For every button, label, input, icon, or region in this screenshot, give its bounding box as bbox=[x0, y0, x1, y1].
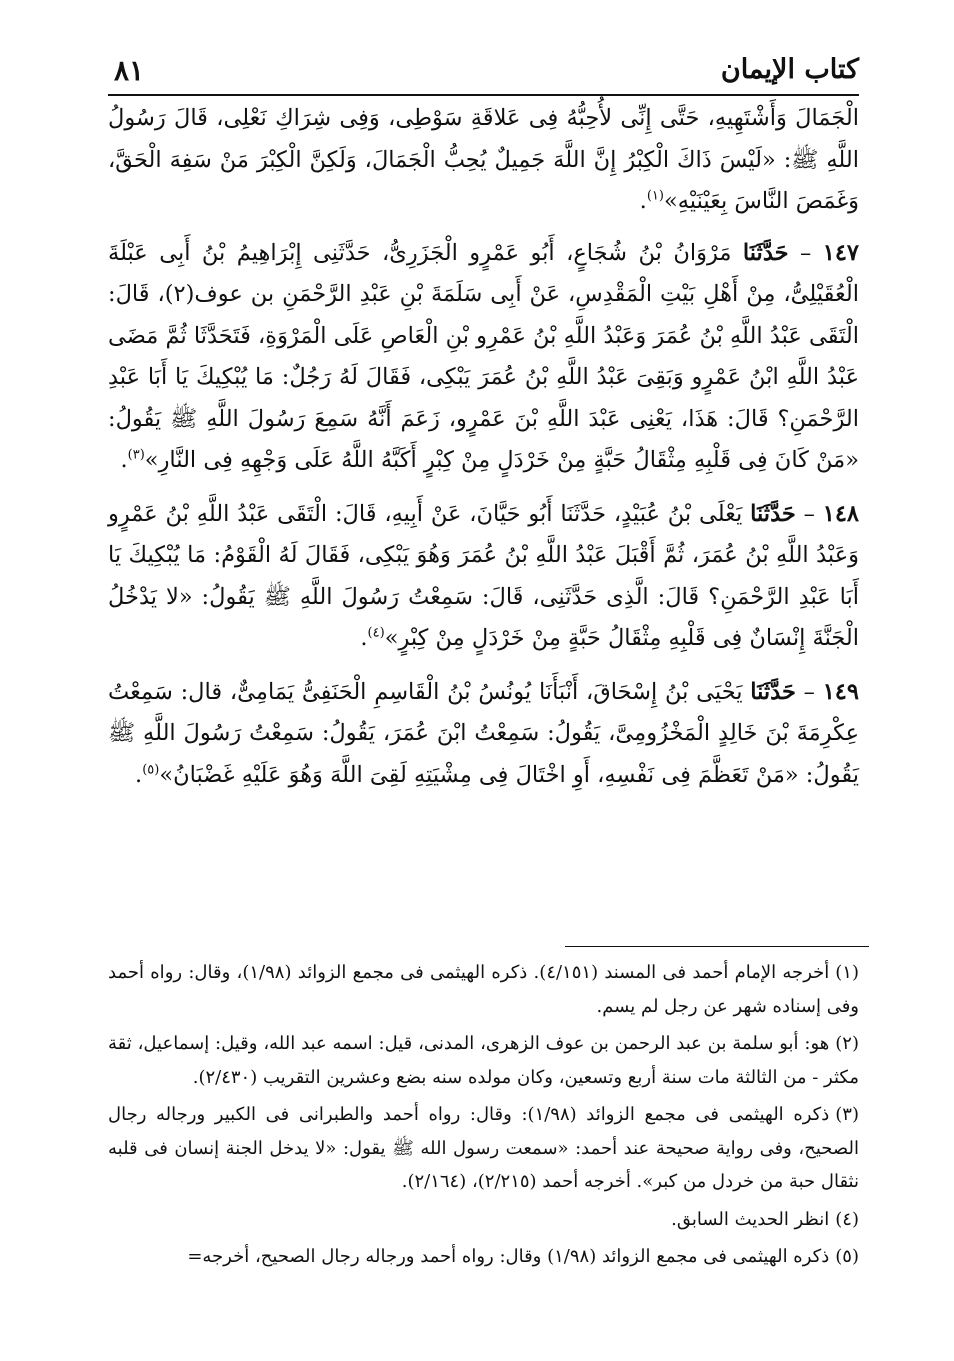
hadith-147: ١٤٧ – حَدَّثَنَا مَرْوَانُ بْنُ شُجَاعٍ، أَبُو عَمْرٍو الْجَزَرِىُّ، حَدَّثَنِى إِبْرَاهِيمُ بْنُ أَبِى عَبْلَةَ الْعُقَيْلِىُّ، مِنْ أَهْلِ بَيْتِ الْمَقْدِسِ، عَنْ أَبِى سَلَمَةَ بْنِ عَبْدِ الرَّحْمَنِ بن عوف(٢)، قَالَ: الْتَقَى عَبْدُ اللَّهِ بْنُ عُمَرَ وَعَبْدُ اللَّهِ بْنُ عَمْرِو بْنِ الْعَاصِ عَلَى الْمَرْوَةِ، فَتَحَدَّثَا ثُمَّ مَضَى عَبْدُ اللَّهِ ابْنُ عَمْرٍو وَبَقِىَ عَبْدُ اللَّهِ بْنُ عُمَرَ يَبْكِى، فَقَالَ لَهُ رَجُلٌ: مَا يُبْكِيكَ يَا أَبَا عَبْدِ الرَّحْمَنِ؟ قَالَ: هَذَا، يَعْنِى عَبْدَ اللَّهِ بْنَ عَمْرٍو، زَعَمَ أَنَّهُ سَمِعَ رَسُولَ اللَّهِ ﷺ يَقُولُ: «مَنْ كَانَ فِى قَلْبِهِ مِثْقَالُ حَبَّةٍ مِنْ خَرْدَلٍ مِنْ كِبْرٍ أَكَبَّهُ اللَّهُ عَلَى وَجْهِهِ فِى النَّارِ»$^{(٣)}$. bbox=[108, 239, 859, 473]
book-title: كتاب الإيمان bbox=[720, 54, 859, 85]
footnotes bbox=[108, 956, 859, 1278]
footnote-ref: (٤) bbox=[367, 625, 385, 641]
continuation-text: الْجَمَالَ وَأَشْتَهِيهِ، حَتَّى إِنِّى لأُحِبُّهُ فِى عَلاقَةِ سَوْطِى، وَفِى شِرَاكِ نَعْلِى، قَالَ رَسُولُ اللَّهِ ﷺ: «لَيْسَ ذَاكَ الْكِبْرُ إِنَّ اللَّهَ جَمِيلٌ يُحِبُّ الْجَمَالَ، وَلَكِنَّ الْكِبْرَ مَنْ سَفِهَ الْحَقَّ، وَغَمَصَ النَّاسَ بِعَيْنَيْهِ» bbox=[108, 105, 859, 214]
hadith-number: ١٤٩ bbox=[822, 678, 859, 705]
page-header bbox=[108, 50, 859, 96]
footnote-5 bbox=[108, 1240, 859, 1274]
footnote-text: انظر الحديث السابق. bbox=[671, 1208, 830, 1230]
footnote-text: ذكره الهيثمى فى مجمع الزوائد (١/٩٨): وقال: رواه أحمد والطبرانى فى الكبير ورجاله رجال الصحيح، وفى رواية صحيحة عند أحمد: «سمعت رسول الله ﷺ يقول: «لا يدخل الجنة إنسان فى قلبه نثقال حبة من خردل من كبر». أخرجه أحمد (٢/٢١٥)، (٢/١٦٤). bbox=[108, 1104, 859, 1192]
footnote-2 bbox=[108, 1027, 859, 1094]
main-text bbox=[108, 98, 859, 808]
footnote-divider bbox=[565, 946, 869, 947]
page-number: ٨١ bbox=[114, 54, 145, 87]
footnote-text: ذكره الهيثمى فى مجمع الزوائد (١/٩٨) وقال: رواه أحمد ورجاله رجال الصحيح، أخرجه= bbox=[187, 1246, 830, 1267]
footnote-3 bbox=[108, 1098, 859, 1199]
footnote-number: (١) bbox=[835, 962, 859, 983]
footnote-number: (٤) bbox=[835, 1208, 859, 1230]
footnote-number: (٢) bbox=[835, 1033, 859, 1054]
hadith-number: ١٤٧ bbox=[822, 239, 859, 266]
hadith-lead: حَدَّثَنَا bbox=[750, 678, 796, 705]
footnote-number: (٣) bbox=[835, 1104, 859, 1125]
footnote-ref: (٥) bbox=[142, 762, 160, 777]
hadith-lead: حَدَّثَنَا bbox=[742, 239, 789, 266]
footnote-4 bbox=[108, 1203, 859, 1237]
hadith-lead: حَدَّثَنَا bbox=[750, 500, 796, 527]
footnote-text: هو: أبو سلمة بن عبد الرحمن بن عوف الزهرى، المدنى، قيل: اسمه عبد الله، وقيل: إسماعيل، ثقة مكثر - من الثالثة مات سنة أربع وتسعين، وكان مولده سنه بضع وعشرين التقريب (٢/٤٣٠). bbox=[108, 1033, 859, 1088]
hadith-text: مَرْوَانُ بْنُ شُجَاعٍ، أَبُو عَمْرٍو الْجَزَرِىُّ، حَدَّثَنِى إِبْرَاهِيمُ بْنُ أَبِى عَبْلَةَ الْعُقَيْلِىُّ، مِنْ أَهْلِ بَيْتِ الْمَقْدِسِ، عَنْ أَبِى سَلَمَةَ بْنِ عَبْدِ الرَّحْمَنِ بن عوف(٢)، قَالَ: الْتَقَى عَبْدُ اللَّهِ بْنُ عُمَرَ وَعَبْدُ اللَّهِ بْنُ عَمْرِو بْنِ الْعَاصِ عَلَى الْمَرْوَةِ، فَتَحَدَّثَا ثُمَّ مَضَى عَبْدُ اللَّهِ ابْنُ عَمْرٍو وَبَقِىَ عَبْدُ اللَّهِ بْنُ عُمَرَ يَبْكِى، فَقَالَ لَهُ رَجُلٌ: مَا يُبْكِيكَ يَا أَبَا عَبْدِ الرَّحْمَنِ؟ قَالَ: هَذَا، يَعْنِى عَبْدَ اللَّهِ بْنَ عَمْرٍو، زَعَمَ أَنَّهُ سَمِعَ رَسُولَ اللَّهِ ﷺ يَقُولُ: «مَنْ كَانَ فِى قَلْبِهِ مِثْقَالُ حَبَّةٍ مِنْ خَرْدَلٍ مِنْ كِبْرٍ أَكَبَّهُ اللَّهُ عَلَى وَجْهِهِ فِى النَّارِ» bbox=[108, 239, 859, 473]
hadith-number: ١٤٨ bbox=[822, 500, 859, 527]
hadith-text: يَحْيَى بْنُ إِسْحَاقَ، أَنْبَأَنَا يُونُسُ بْنُ الْقَاسِمِ الْحَنَفِىُّ يَمَامِىٌّ، قال: سَمِعْتُ عِكْرِمَةَ بْنَ خَالِدٍ الْمَخْزُومِىَّ، يَقُولُ: سَمِعْتُ ابْنَ عُمَرَ، يَقُولُ: سَمِعْتُ رَسُولَ اللَّهِ ﷺ يَقُولُ: «مَنْ تَعَظَّمَ فِى نَفْسِهِ، أَوِ اخْتَالَ فِى مِشْيَتِهِ لَقِىَ اللَّهَ وَهُوَ عَلَيْهِ غَضْبَانُ» bbox=[108, 678, 859, 788]
hadith-text: يَعْلَى بْنُ عُبَيْدٍ، حَدَّثَنَا أَبُو حَيَّانَ، عَنْ أَبِيهِ، قَالَ: الْتَقَى عَبْدُ اللَّهِ بْنُ عَمْرٍو وَعَبْدُ اللَّهِ بْنُ عُمَرَ، ثُمَّ أَقْبَلَ عَبْدُ اللَّهِ بْنُ عُمَرَ وَهُوَ يَبْكِى، فَقَالَ لَهُ الْقَوْمُ: مَا يُبْكِيكَ يَا أَبَا عَبْدِ الرَّحْمَنِ؟ قَالَ: الَّذِى حَدَّثَنِى، قَالَ: سَمِعْتُ رَسُولَ اللَّهِ ﷺ يَقُولُ: «لا يَدْخُلُ الْجَنَّةَ إِنْسَانٌ فِى قَلْبِهِ مِثْقَالُ حَبَّةٍ مِنْ خَرْدَلٍ مِنْ كِبْرٍ» bbox=[108, 500, 859, 651]
footnote-ref: (١) bbox=[646, 188, 664, 204]
footnote-text: أخرجه الإمام أحمد فى المسند (٤/١٥١). ذكره الهيثمى فى مجمع الزوائد (١/٩٨)، وقال: رواه أحمد وفى إسناده شهر عن رجل لم يسم. bbox=[108, 962, 859, 1017]
hadith-148: ١٤٨ – حَدَّثَنَا يَعْلَى بْنُ عُبَيْدٍ، حَدَّثَنَا أَبُو حَيَّانَ، عَنْ أَبِيهِ، قَالَ: الْتَقَى عَبْدُ اللَّهِ بْنُ عَمْرٍو وَعَبْدُ اللَّهِ بْنُ عُمَرَ، ثُمَّ أَقْبَلَ عَبْدُ اللَّهِ بْنُ عُمَرَ وَهُوَ يَبْكِى، فَقَالَ لَهُ الْقَوْمُ: مَا يُبْكِيكَ يَا أَبَا عَبْدِ الرَّحْمَنِ؟ قَالَ: الَّذِى حَدَّثَنِى، قَالَ: سَمِعْتُ رَسُولَ اللَّهِ ﷺ يَقُولُ: «لا يَدْخُلُ الْجَنَّةَ إِنْسَانٌ فِى قَلْبِهِ مِثْقَالُ حَبَّةٍ مِنْ خَرْدَلٍ مِنْ كِبْرٍ»$^{(٤)}$. bbox=[108, 500, 859, 651]
hadith-149: ١٤٩ – حَدَّثَنَا يَحْيَى بْنُ إِسْحَاقَ، أَنْبَأَنَا يُونُسُ بْنُ الْقَاسِمِ الْحَنَفِىُّ يَمَامِىٌّ، قال: سَمِعْتُ عِكْرِمَةَ بْنَ خَالِدٍ الْمَخْزُومِىَّ، يَقُولُ: سَمِعْتُ ابْنَ عُمَرَ، يَقُولُ: سَمِعْتُ رَسُولَ اللَّهِ ﷺ يَقُولُ: «مَنْ تَعَظَّمَ فِى نَفْسِهِ، أَوِ اخْتَالَ فِى مِشْيَتِهِ لَقِىَ اللَّهَ وَهُوَ عَلَيْهِ غَضْبَانُ»$^{(٥)}$. bbox=[108, 678, 859, 788]
footnote-number: (٥) bbox=[835, 1246, 859, 1267]
hadith-continuation: الْجَمَالَ وَأَشْتَهِيهِ، حَتَّى إِنِّى لأُحِبُّهُ فِى عَلاقَةِ سَوْطِى، وَفِى شِرَاكِ نَعْلِى، قَالَ رَسُولُ اللَّهِ ﷺ: «لَيْسَ ذَاكَ الْكِبْرُ إِنَّ اللَّهَ جَمِيلٌ يُحِبُّ الْجَمَالَ، وَلَكِنَّ الْكِبْرَ مَنْ سَفِهَ الْحَقَّ، وَغَمَصَ النَّاسَ بِعَيْنَيْهِ»$^{(١)}$. bbox=[108, 105, 859, 214]
footnote-ref: (٣) bbox=[127, 447, 145, 463]
footnote-1 bbox=[108, 956, 859, 1023]
